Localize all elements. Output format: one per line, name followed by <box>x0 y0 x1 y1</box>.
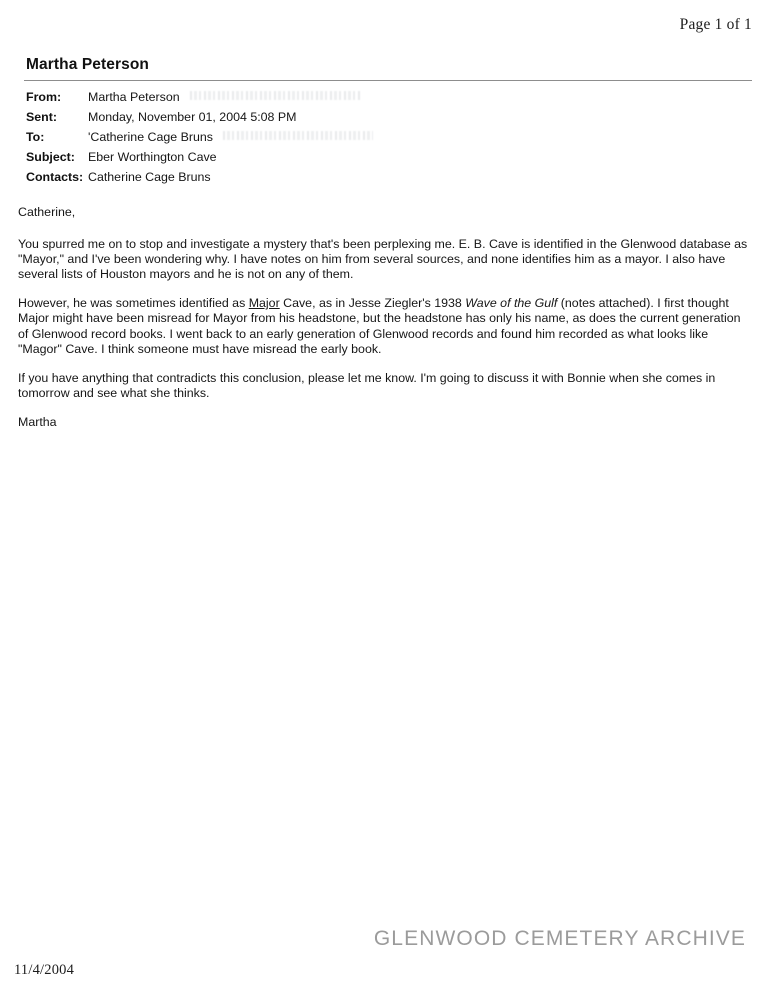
email-header-fields <box>26 90 526 190</box>
footer-date-stamp: 11/4/2004 <box>14 962 75 978</box>
field-row-from <box>26 90 526 110</box>
field-row-subject <box>26 150 526 170</box>
contacts-label: Contacts: <box>26 170 84 184</box>
sender-name-heading: Martha Peterson <box>26 56 149 73</box>
body-paragraph-2 <box>18 296 754 356</box>
paragraph-2-underlined-word: Major <box>248 296 280 311</box>
from-value-text: Martha Peterson <box>88 90 180 104</box>
redacted-email-smudge-from <box>190 91 360 100</box>
body-salutation: Catherine, <box>18 205 76 219</box>
to-value <box>88 130 373 144</box>
subject-label: Subject: <box>26 150 75 164</box>
field-row-to <box>26 130 526 150</box>
sent-value: Monday, November 01, 2004 5:08 PM <box>88 110 297 124</box>
contacts-value: Catherine Cage Bruns <box>88 170 211 184</box>
header-divider <box>24 80 752 81</box>
archive-watermark: GLENWOOD CEMETERY ARCHIVE <box>373 927 746 950</box>
paragraph-2-segment-2: Cave, as in Jesse Ziegler's 1938 <box>279 296 466 311</box>
body-paragraph-3: If you have anything that contradicts this conclusion, please let me know. I'm going to discuss it with Bonnie when she comes in tomorrow and see what she thinks. <box>18 370 716 400</box>
redacted-email-smudge-to <box>223 131 373 140</box>
subject-value: Eber Worthington Cave <box>88 150 217 164</box>
page-number: Page 1 of 1 <box>679 16 752 33</box>
paragraph-2-segment-3: (notes attached). I first thought Major might have been misread for Mayor from his headstone, but the headstone has only his name, as does the current generation of Glenwood record books. I went back to an early generation of Glenwood records and found him recorded as what looks like "Magor" Cave. I think someone must have misread the early book. <box>18 296 741 356</box>
body-paragraph-1: You spurred me on to stop and investigate a mystery that's been perplexing me. E. B. Cave is identified in the Glenwood database as "Mayor," and I've been wondering why. I have notes on him from several sources, and none identifies him as a mayor. I also have several lists of Houston mayors and he is not on any of them. <box>18 237 748 282</box>
field-row-sent <box>26 110 526 130</box>
field-row-contacts <box>26 170 526 190</box>
body-signature: Martha <box>18 414 57 429</box>
from-value <box>88 90 360 104</box>
to-value-text: 'Catherine Cage Bruns <box>88 130 213 144</box>
email-body <box>18 205 754 430</box>
paragraph-2-segment-1: However, he was sometimes identified as <box>18 296 249 311</box>
sent-label: Sent: <box>26 110 57 124</box>
to-label: To: <box>26 130 45 144</box>
paragraph-2-book-title: Wave of the Gulf <box>465 296 558 311</box>
from-label: From: <box>26 90 62 104</box>
